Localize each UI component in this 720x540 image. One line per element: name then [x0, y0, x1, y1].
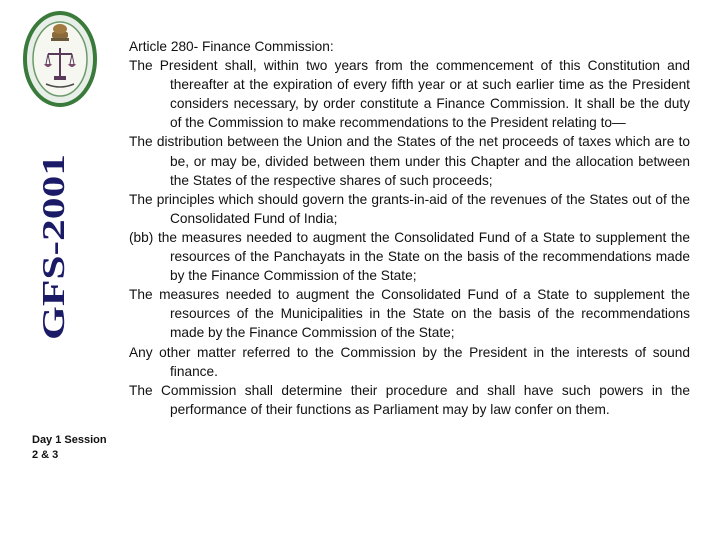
paragraph-panchayats: (bb) the measures needed to augment the Consolidated Fund of a State to supplement the resources of the Panchayats in the State on the basis of the recommendations made by the Finance Commission of the State;	[129, 229, 690, 284]
slide-heading: Article 280- Finance Commission:	[129, 39, 334, 54]
national-emblem-seal-icon	[22, 10, 98, 108]
paragraph-principles: The principles which should govern the grants-in-aid of the revenues of the States out of the Consolidated Fund of India;	[129, 191, 690, 226]
vertical-title	[26, 152, 72, 342]
paragraph-procedure: The Commission shall determine their procedure and shall have such powers in the performance of their functions as Parliament may by law confer on them.	[129, 382, 690, 417]
paragraph-president-constitutes: The President shall, within two years from the commencement of this Constitution and thereafter at the expiration of every fifth year or at such earlier time as the President considers necessary, by order constitute a Finance Commission. It shall be the duty of the Commission to make recommendations to the President relating to—	[129, 58, 690, 131]
paragraph-other-matter: Any other matter referred to the Commission by the President in the interests of sound finance.	[129, 344, 690, 379]
vertical-title-text: GFS-2001	[35, 203, 71, 340]
slide-content	[129, 37, 690, 419]
sidebar	[0, 0, 118, 540]
paragraph-distribution: The distribution between the Union and the States of the net proceeds of taxes which are to be, or may be, divided between them under this Chapter and the allocation between the States of the respective shares of such proceeds;	[129, 134, 690, 188]
paragraph-municipalities: The measures needed to augment the Consolidated Fund of a State to supplement the resources of the Municipalities in the State on the basis of the recommendations made by the Finance Commission of the State;	[129, 287, 690, 341]
session-label: Day 1 Session 2 & 3	[32, 434, 107, 461]
